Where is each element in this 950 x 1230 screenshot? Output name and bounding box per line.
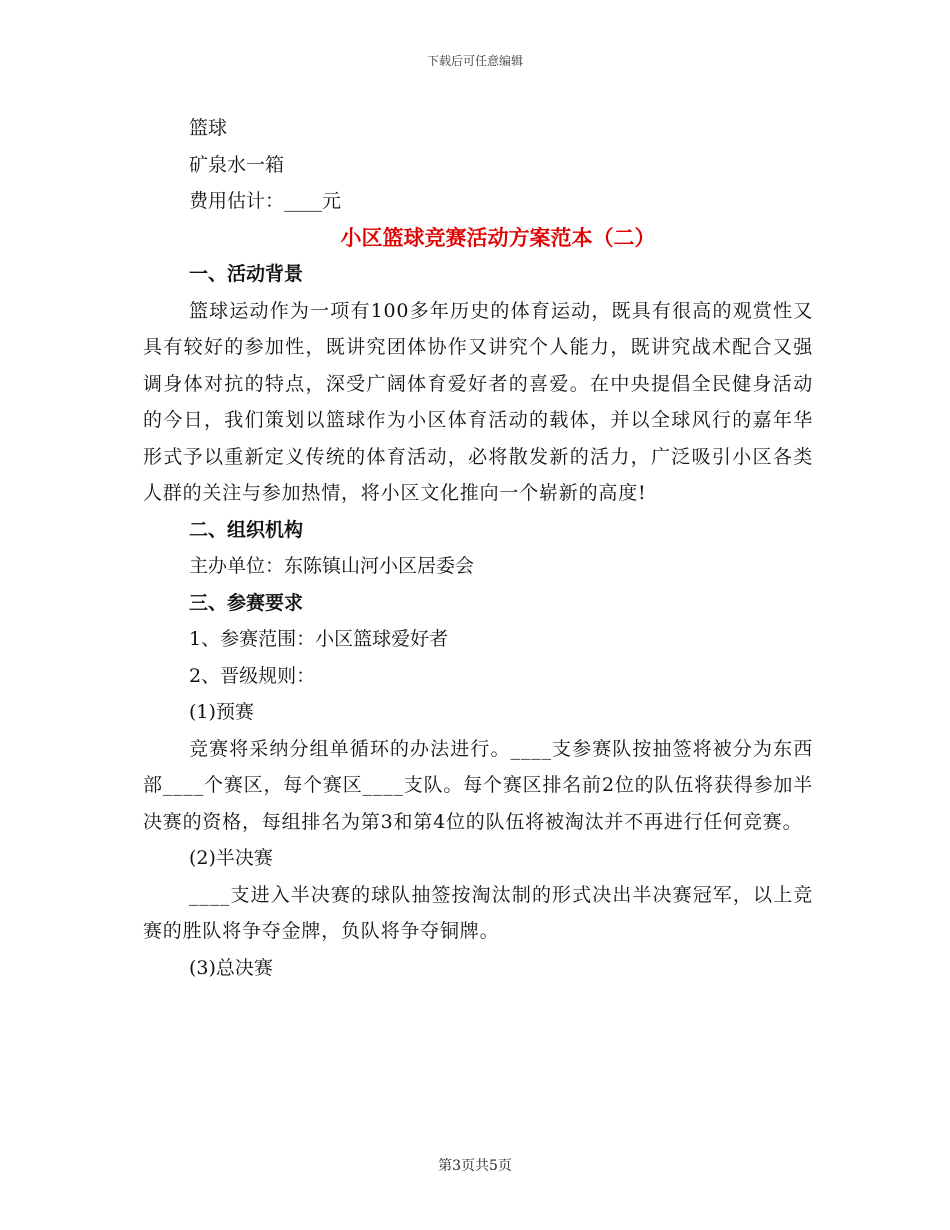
- stage-semifinal-label: (2)半决赛: [189, 847, 273, 869]
- page-number: 第3页共5页: [438, 1158, 512, 1174]
- stage-preliminary-label: (1)预赛: [189, 701, 254, 723]
- page-header-note: 下载后可任意编辑: [426, 54, 523, 68]
- preliminary-paragraph: 竞赛将采纳分组单循环的办法进行。____支参赛队按抽签将被分为东西部____个赛区，每个赛区____支队。每个赛区排名前2位的队伍将获得参加半决赛的资格，每组排名为第3和第4位的队伍将被淘汰并不再进行任何竞赛。: [143, 737, 813, 833]
- section-heading-requirements: 三、参赛要求: [189, 591, 304, 614]
- document-title: 小区篮球竞赛活动方案范本（二）: [340, 224, 656, 250]
- section-heading-background: 一、活动背景: [189, 263, 304, 285]
- requirement-scope: 1、参赛范围：小区篮球爱好者: [189, 628, 449, 650]
- organizer-line: 主办单位：东陈镇山河小区居委会: [189, 555, 475, 577]
- cost-estimate: 费用估计：____元: [189, 190, 342, 212]
- semifinal-paragraph-block: [143, 877, 813, 950]
- semifinal-paragraph: ____支进入半决赛的球队抽签按淘汰制的形式决出半决赛冠军，以上竞赛的胜队将争夺金牌，负队将争夺铜牌。: [143, 883, 813, 942]
- background-paragraph: 篮球运动作为一项有100多年历史的体育运动，既具有很高的观赏性又具有较好的参加性，既讲究团体协作又讲究个人能力，既讲究战术配合又强调身体对抗的特点，深受广阔体育爱好者的喜爱。在中央提倡全民健身活动的今日，我们策划以篮球作为小区体育活动的载体，并以全球风行的嘉年华形式予以重新定义传统的体育活动，必将散发新的活力，广泛吸引小区各类人群的关注与参加热情，将小区文化推向一个崭新的高度!: [143, 299, 813, 504]
- section-heading-organization: 二、组织机构: [189, 518, 304, 541]
- requirement-rules: 2、晋级规则：: [189, 664, 316, 687]
- stage-final-label: (3)总决赛: [189, 956, 273, 979]
- background-paragraph-block: [143, 293, 813, 512]
- preliminary-paragraph-block: [143, 731, 813, 841]
- item-basketball: 篮球: [189, 117, 228, 139]
- item-water: 矿泉水一箱: [189, 153, 285, 176]
- document-body: [143, 110, 813, 986]
